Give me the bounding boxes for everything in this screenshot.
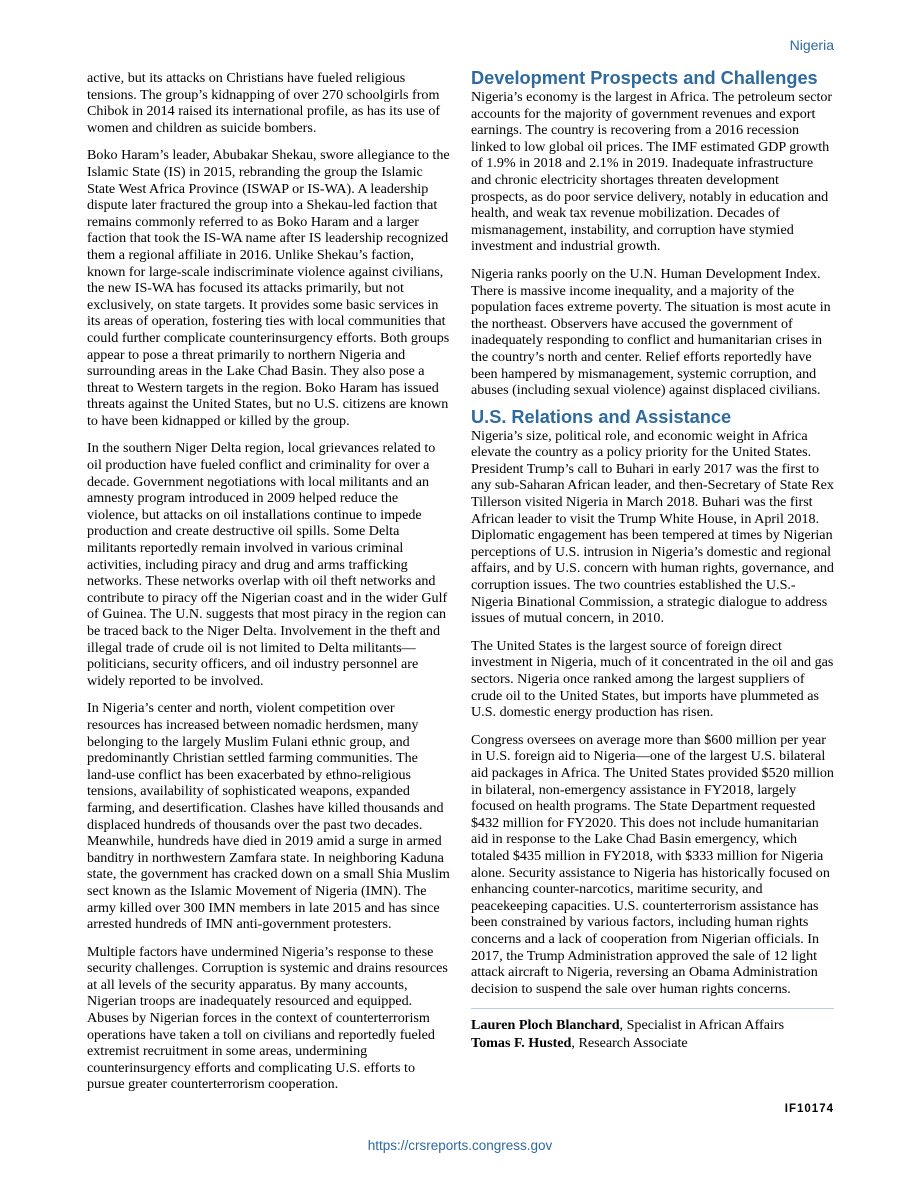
left-paragraph-5: Multiple factors have undermined Nigeria’s response to these security challenges. Corruption is systemic and drains resources at all levels of the security apparatus. By many accounts, Nigerian troops are inadequately resourced and equipped. Abuses by Nigerian forces in the context of counterterrorism operations have taken a toll on civilians and reportedly fueled extremist recruitment in some areas, undermining counterinsurgency efforts and complicating U.S. efforts to pursue greater counterterrorism cooperation. [87,943,448,1093]
left-paragraph-1: active, but its attacks on Christians have fueled religious tensions. The group’s kidnapping of over 270 schoolgirls from Chibok in 2014 raised its international profile, as has its use of women and children as suicide bombers. [87,70,441,136]
relations-paragraph-2: The United States is the largest source of foreign direct investment in Nigeria, much of it concentrated in the oil and gas sectors. Nigeria once ranked among the largest suppliers of crude oil to the United States, but imports have plummeted as U.S. domestic energy production has risen. [471,637,834,721]
left-column [87,70,450,1104]
relations-heading: U.S. Relations and Assistance [471,406,732,427]
development-heading: Development Prospects and Challenges [471,68,818,88]
author-block [471,1008,834,1052]
relations-paragraph-3: Congress oversees on average more than $600 million per year in U.S. foreign aid to Nigeria—one of the largest U.S. bilateral aid packages in Africa. The United States provided $520 million in bilateral, non-emergency assistance in FY2018, largely focused on health programs. The State Department requested $432 million for FY2020. This does not include humanitarian aid in response to the Lake Chad Basin emergency, which totaled $435 million in FY2018, with $333 million for Nigeria alone. Security assistance to Nigeria has historically focused on enhancing counter-narcotics, maritime security, and peacekeeping capacities. U.S. counterterrorism assistance has been constrained by various factors, including human rights concerns and a lack of cooperation from Nigerian officials. In 2017, the Trump Administration approved the sale of 12 light attack aircraft to Nigeria, reversing an Obama Administration decision to suspend the sale over human rights concerns. [471,731,834,997]
author-title: , Research Associate [571,1035,688,1052]
author-title: , Specialist in African Affairs [619,1017,785,1034]
left-paragraph-3: In the southern Niger Delta region, local grievances related to oil production have fueled conflict and criminality for over a decade. Government negotiations with local militants and an amnesty program introduced in 2009 helped reduce the violence, but attacks on oil installations continue to impede production and create destructive oil spills. Some Delta militants reportedly remain involved in various criminal activities, including piracy and drug and arms trafficking networks. These networks overlap with oil theft networks and contribute to piracy off the Nigerian coast and in the wider Gulf of Guinea. The U.N. suggests that most piracy in the region can be traced back to the Niger Delta. Involvement in the theft and illegal trade of crude oil is not limited to Delta militants—politicians, security officers, and oil industry personnel are widely reported to be involved. [87,440,448,689]
author-name: Tomas F. Husted [471,1035,572,1052]
development-paragraph-1: Nigeria’s economy is the largest in Africa. The petroleum sector accounts for the majority of government revenues and export earnings. The country is recovering from a 2016 recession linked to low global oil prices. The IMF estimated GDP growth of 1.9% in 2018 and 2.1% in 2019. Inadequate infrastructure and chronic electricity shortages threaten development prospects, as do poor service delivery, notably in education and health, and weak tax revenue mobilization. Decades of mismanagement, instability, and corruption have stymied investment and industrial growth. [471,89,833,255]
left-paragraph-4: In Nigeria’s center and north, violent competition over resources has increased between nomadic herdsmen, many belonging to the largely Muslim Fulani ethnic group, and predominantly Christian settled farming communities. The land-use conflict has been exacerbated by ethno-religious tensions, availability of sophisticated weapons, expanded farming, and desertification. Clashes have killed thousands and displaced hundreds of thousands over the past two decades. Meanwhile, hundreds have died in 2019 amid a surge in armed banditry in northwestern Zamfara state. In neighboring Kaduna state, the government has cracked down on a small Shia Muslim sect known as the Islamic Movement of Nigeria (IMN). The army killed over 300 IMN members in late 2015 and has since arrested hundreds of IMN anti-government protesters. [87,700,450,933]
author-name: Lauren Ploch Blanchard [471,1017,620,1034]
left-paragraph-2: Boko Haram’s leader, Abubakar Shekau, swore allegiance to the Islamic State (IS) in 2015, rebranding the group the Islamic State West Africa Province (ISWAP or IS-WA). A leadership dispute later fractured the group into a Shekau-led faction that remains commonly referred to as Boko Haram and a larger faction that took the IS-WA name after IS leadership recognized them a regional affiliate in 2016. Unlike Shekau’s faction, known for large-scale indiscriminate violence against civilians, the new IS-WA has focused its attacks primarily, but not exclusively, on state targets. It provides some basic services in its areas of operation, fostering ties with local communities that could further complicate counterinsurgency efforts. Both groups appear to pose a threat primarily to northern Nigeria and surrounding areas in the Lake Chad Basin. They also pose a threat to Western targets in the region. Boko Haram has issued threats against the United States, but no U.S. citizens are known to have been kidnapped or killed by the group. [87,147,450,429]
author-line [471,1016,834,1034]
relations-paragraph-1: Nigeria’s size, political role, and economic weight in Africa elevate the country as a policy priority for the United States. President Trump’s call to Buhari in early 2017 was the first to any sub-Saharan African leader, and then-Secretary of State Rex Tillerson visited Nigeria in March 2018. Buhari was the first African leader to visit the Trump White House, in April 2018. Diplomatic engagement has been tempered at times by Nigerian perceptions of U.S. intrusion in Nigeria’s domestic and regional affairs, and by U.S. concern with human rights, governance, and corruption issues. The two countries established the U.S.-Nigeria Binational Commission, a strategic dialogue to address issues of mutual concern, in 2010. [471,427,834,627]
footer-url-link[interactable]: https://crsreports.congress.gov [367,1138,553,1153]
running-head-country: Nigeria [789,37,834,53]
author-line [471,1034,834,1052]
report-id: IF10174 [784,1103,834,1115]
development-paragraph-2: Nigeria ranks poorly on the U.N. Human Development Index. There is massive income inequality, and a majority of the population faces extreme poverty. The situation is most acute in the northeast. Observers have accused the government of inadequately responding to conflict and humanitarian crises in the country’s north and center. Relief efforts reportedly have been hampered by mismanagement, systemic corruption, and abuses (including sexual violence) against displaced civilians. [471,265,831,399]
right-column [471,70,834,1052]
